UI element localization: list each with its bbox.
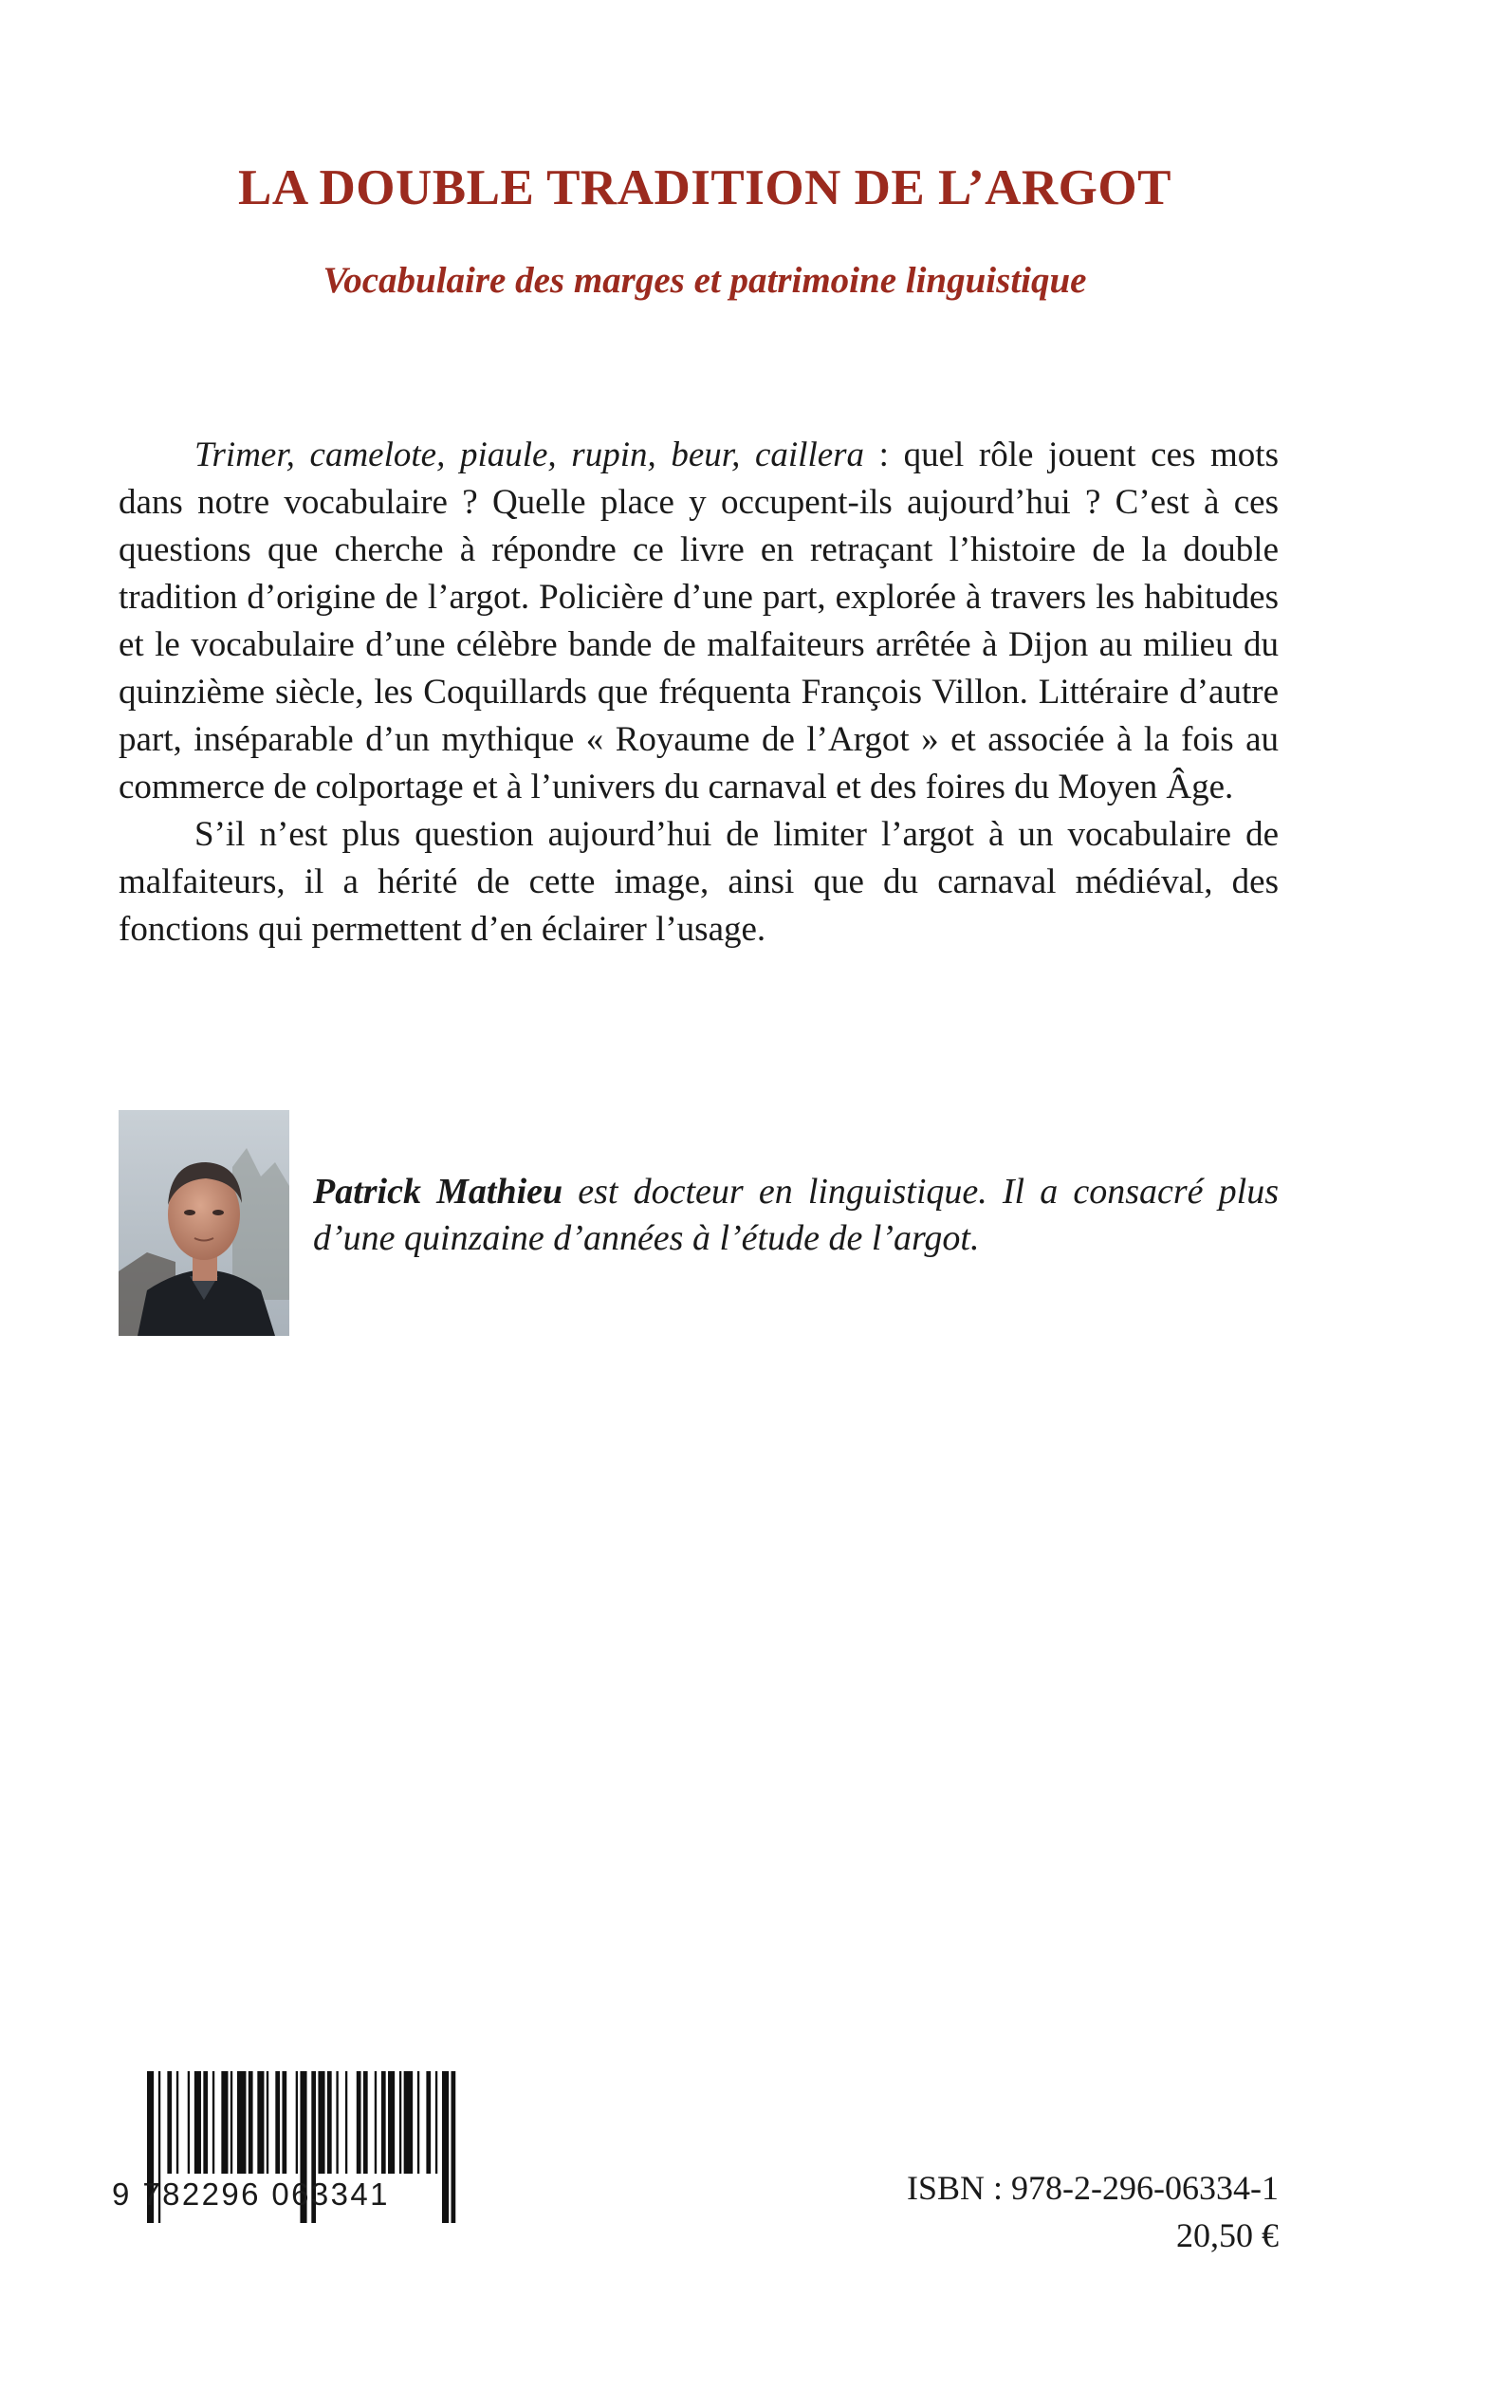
barcode-bar [426, 2071, 431, 2174]
barcode-bar [257, 2071, 264, 2174]
barcode-bar [282, 2071, 286, 2174]
barcode-bar [194, 2071, 201, 2174]
barcode-bar [336, 2071, 338, 2174]
summary-paragraph-1-text: : quel rôle jouent ces mots dans notre vocabulaire ? Quelle place y occupent-ils aujourd’hui ? C’est à ces questions que cherche à répondre ce livre en retraçant l’histoire de la double tradition d’origine de l’argot. Policière d’une part, explorée à travers les habitudes et le vocabulaire d’une célèbre bande de malfaiteurs arrêtée à Dijon au milieu du quinzième siècle, les Coquillards que fréquenta François Villon. Littéraire d’autre part, inséparable d’un mythique « Royaume de l’Argot » et associée à la fois au commerce de colportage et à l’univers du carnaval et des foires du Moyen Âge. [119, 435, 1279, 806]
barcode-bar [345, 2071, 347, 2174]
barcode-bar [296, 2071, 298, 2174]
summary-paragraph-1 [119, 432, 1279, 811]
barcode-digits: 9 782296 063341 [112, 2176, 390, 2212]
price: 20,50 € [1176, 2216, 1279, 2254]
barcode-bar [167, 2071, 172, 2174]
barcode-bar [417, 2071, 419, 2174]
barcode-bar [267, 2071, 268, 2174]
book-title: LA DOUBLE TRADITION DE L’ARGOT [238, 160, 1171, 215]
barcode-bar [363, 2071, 368, 2174]
summary-italic-words: Trimer, camelote, piaule, rupin, beur, caillera [194, 435, 865, 474]
book-subtitle: Vocabulaire des marges et patrimoine linguistique [323, 260, 1087, 301]
barcode-bar [275, 2071, 280, 2174]
barcode-bar [188, 2071, 190, 2174]
barcode-bar [357, 2071, 361, 2174]
barcode-bar [318, 2071, 324, 2174]
barcode-bar [221, 2071, 228, 2174]
isbn: ISBN : 978-2-296-06334-1 [907, 2169, 1279, 2207]
barcode-bar [203, 2071, 208, 2174]
barcode-bar [404, 2071, 414, 2174]
barcode-bar [388, 2071, 395, 2174]
barcode-bar [399, 2071, 401, 2174]
author-bio [313, 1169, 1279, 1262]
author-photo [119, 1110, 289, 1336]
author-bio-text: est docteur en linguistique. Il a consacré plus d’une quinzaine d’années à l’étude de l’argot. [313, 1172, 1279, 1258]
barcode-bar [230, 2071, 232, 2174]
barcode-bar [381, 2071, 386, 2174]
summary-paragraph-2: S’il n’est plus question aujourd’hui de limiter l’argot à un vocabulaire de malfaiteurs, il a hérité de cette image, ainsi que du carnaval médiéval, des fonctions qui permettent d’en éclairer l’usage. [119, 815, 1279, 949]
barcode-bar [375, 2071, 377, 2174]
summary-text [119, 432, 1279, 954]
barcode-bar [435, 2071, 437, 2174]
barcode-bar [212, 2071, 214, 2174]
barcode-bar [176, 2071, 178, 2174]
author-name: Patrick Mathieu [313, 1172, 563, 1212]
barcode-bar [237, 2071, 247, 2174]
barcode-bar [327, 2071, 332, 2174]
barcode-bar [249, 2071, 253, 2174]
